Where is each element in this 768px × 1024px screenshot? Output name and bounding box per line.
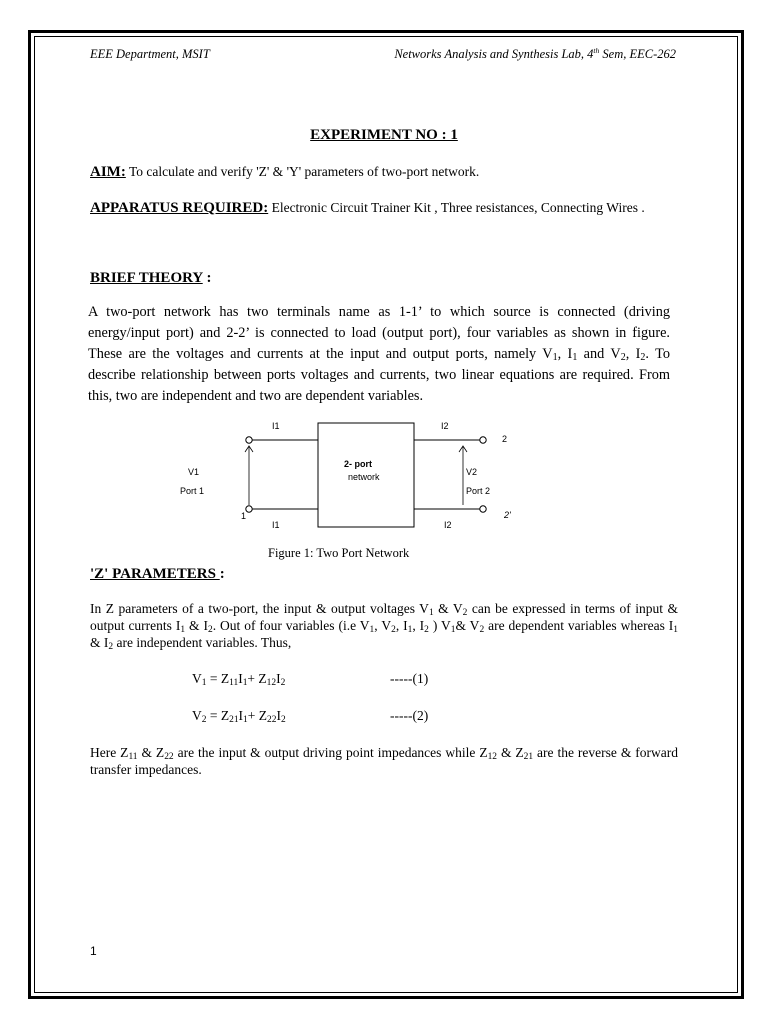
label-v2: V2 <box>466 467 478 477</box>
label-terminal-2: 2 <box>502 434 508 444</box>
page-number: 1 <box>90 944 97 958</box>
label-terminal-1: 1 <box>241 511 247 521</box>
header-course: Networks Analysis and Synthesis Lab, 4th Sem, EEC-262 <box>394 46 676 61</box>
label-v1: V1 <box>188 467 200 477</box>
apparatus-paragraph <box>90 199 678 217</box>
apparatus-text: Electronic Circuit Trainer Kit , Three resistances, Connecting Wires . <box>268 200 645 215</box>
label-i1-top: I1 <box>272 421 280 431</box>
aim-label: AIM: <box>90 164 126 180</box>
label-port1: Port 1 <box>180 486 205 496</box>
aim-paragraph <box>90 163 678 181</box>
equation-1-number: -----(1) <box>390 671 429 686</box>
two-port-network-figure <box>160 415 530 540</box>
box-label-line1: 2- port <box>344 459 372 469</box>
figure-caption: Figure 1: Two Port Network <box>268 546 410 560</box>
box-label-line2: network <box>348 472 380 482</box>
z-parameters-impedances-paragraph: Here $Z_{11}$ & $Z_{22}$ are the input & output driving point impedances while $Z_{12}$ & $Z_{21}$ are the reverse & forward transfer impedances. <box>90 745 679 777</box>
terminal-2-prime <box>480 506 486 512</box>
apparatus-label: APPARATUS REQUIRED: <box>90 200 269 216</box>
brief-theory-text: A two-port network has two terminals name as 1-1’ to which source is connected (driving energy/input port) and 2-2’ is connected to load (output port), four variables as shown in figure. These are the voltages and currents at the input and output ports, namely $V_1$, $I_1$ and $V_2$, $I_2$. To describe relationship between ports voltages and currents, two linear equations are required. From this, two are independent and two are dependent variables. <box>88 304 670 404</box>
label-i1-bottom: I1 <box>272 520 280 530</box>
label-i2-top: I2 <box>441 421 449 431</box>
aim-text: To calculate and verify 'Z' & 'Y' parameters of two-port network. <box>125 164 480 179</box>
z-parameters-paragraph: In Z parameters of a two-port, the input & output voltages $V_1$ & $V_2$ can be expressed in terms of input & output currents $I_1$ & $I_2$. Out of four variables (i.e $V_1$, $V_2$, $I_1$, $I_2$ ) $V_1\&$ $V_2$ are dependent variables whereas $I_1$ & $I_2$ are independent variables. Thus, <box>90 601 678 652</box>
terminal-1 <box>246 437 252 443</box>
brief-theory-heading: BRIEF THEORY : <box>90 270 212 286</box>
z-parameters-heading: 'Z' PARAMETERS : <box>90 566 225 582</box>
header-department: EEE Department, MSIT <box>90 47 210 61</box>
label-terminal-2-prime: 2' <box>504 510 511 520</box>
terminal-1-prime <box>246 506 252 512</box>
experiment-title: EXPERIMENT NO : 1 <box>310 127 458 143</box>
terminal-2 <box>480 437 486 443</box>
label-port2: Port 2 <box>466 486 491 496</box>
label-i2-bottom: I2 <box>444 520 452 530</box>
equation-2: $V_2 = Z_{21}I_1+ Z_{22}I_2$ <box>192 708 286 725</box>
equation-2-number: -----(2) <box>390 708 429 723</box>
equation-1: $V_1 = Z_{11}I_1+ Z_{12}I_2$ <box>192 671 286 688</box>
